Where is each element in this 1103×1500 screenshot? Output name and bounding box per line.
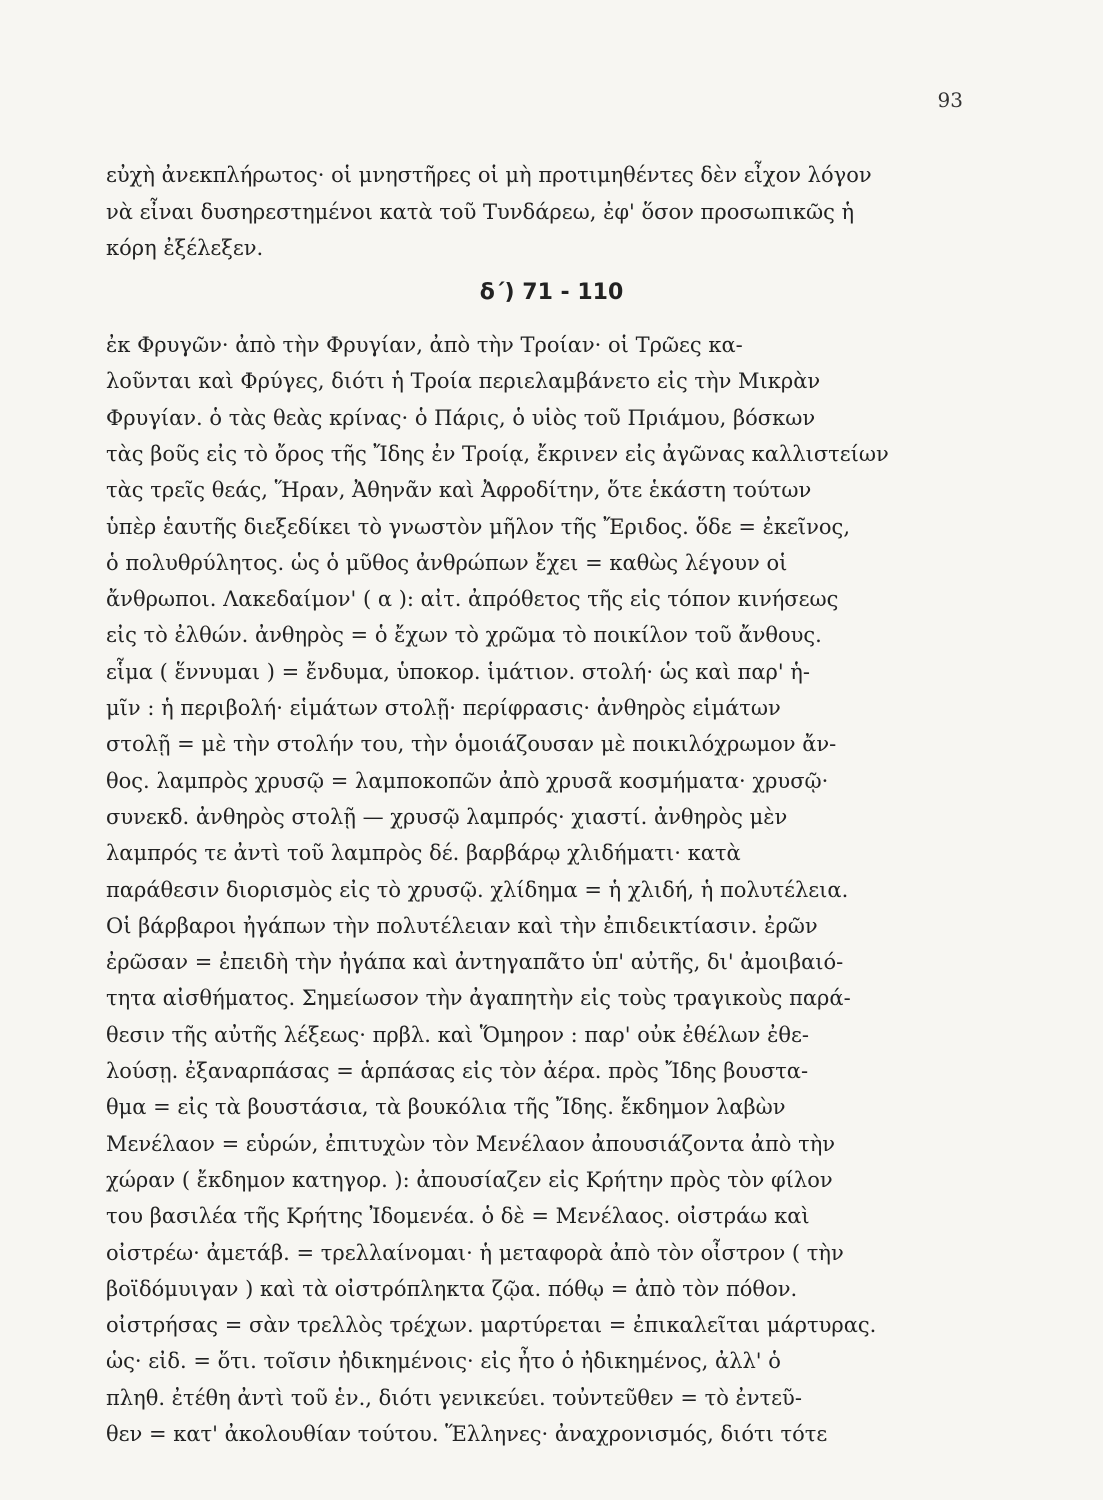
text-line: λοῦνται καὶ Φρύγες, διότι ἡ Τροία περιελαμβάνετο εἰς τὴν Μικρὰν <box>106 369 821 394</box>
text-line: εἰς τὸ ἐλθών. ἀνθηρὸς = ὁ ἔχων τὸ χρῶμα τὸ ποικίλον τοῦ ἄνθους. <box>106 623 822 648</box>
text-line: οἰστρέω· ἀμετάβ. = τρελλαίνομαι· ἡ μεταφορὰ ἀπὸ τὸν οἶστρον ( τὴν <box>106 1240 844 1265</box>
text-line: τὰς βοῦς εἰς τὸ ὄρος τῆς Ἴδης ἐν Τροίᾳ, ἔκρινεν εἰς ἀγῶνας καλλιστείων <box>106 441 889 466</box>
text-line: θεσιν τῆς αὐτῆς λέξεως· πρβλ. καὶ Ὅμηρον : παρ' οὐκ ἐθέλων ἐθε- <box>106 1022 809 1047</box>
text-line: τητα αἰσθήματος. Σημείωσον τὴν ἀγαπητὴν εἰς τοὺς τραγικοὺς παρά- <box>106 986 851 1011</box>
text-line: παράθεσιν διορισμὸς εἰς τὸ χρυσῷ. χλίδημα = ἡ χλιδή, ἡ πολυτέλεια. <box>106 877 849 902</box>
text-line: λαμπρός τε ἀντὶ τοῦ λαμπρὸς δέ. βαρβάρῳ χλιδήματι· κατὰ <box>106 841 741 866</box>
text-line: βοϊδόμυιγαν ) καὶ τὰ οἰστρόπληκτα ζῷα. πόθῳ = ἀπὸ τὸν πόθον. <box>106 1276 798 1301</box>
text-line: στολῇ = μὲ τὴν στολήν του, τὴν ὁμοιάζουσαν μὲ ποικιλόχρωμον ἄν- <box>106 732 837 757</box>
text-line: θος. λαμπρὸς χρυσῷ = λαμποκοπῶν ἀπὸ χρυσᾶ κοσμήματα· χρυσῷ· <box>106 768 829 793</box>
text-line: θεν = κατ' ἀκολουθίαν τούτου. Ἕλληνες· ἀναχρονισμός, διότι τότε <box>106 1422 828 1446</box>
text-line: του βασιλέα τῆς Κρήτης Ἰδομενέα. ὁ δὲ = Μενέλαος. οἰστράω καὶ <box>106 1204 810 1229</box>
section-heading: δ΄) 71 - 110 <box>479 280 624 305</box>
text-line: θμα = εἰς τὰ βουστάσια, τὰ βουκόλια τῆς Ἴδης. ἔκδημον λαβὼν <box>106 1095 786 1120</box>
text-line: συνεκδ. ἀνθηρὸς στολῇ — χρυσῷ λαμπρός· χιαστί. ἀνθηρὸς μὲν <box>106 804 788 829</box>
text-line: οἰστρήσας = σὰν τρελλὸς τρέχων. μαρτύρεται = ἐπικαλεῖται μάρτυρας. <box>106 1313 877 1338</box>
text-line: εἷμα ( ἕννυμαι ) = ἔνδυμα, ὑποκορ. ἱμάτιον. στολή· ὡς καὶ παρ' ἡ- <box>106 659 810 684</box>
text-line: ἄνθρωποι. Λακεδαίμον' ( α ): αἰτ. ἀπρόθετος τῆς εἰς τόπον κινήσεως <box>106 587 839 612</box>
text-line: μῖν : ἡ περιβολή· εἱμάτων στολῇ· περίφρασις· ἀνθηρὸς εἱμάτων <box>106 696 781 720</box>
text-line: ὁ πολυθρύλητος. ὡς ὁ μῦθος ἀνθρώπων ἔχει = καθὼς λέγουν οἱ <box>106 550 788 575</box>
text-line: τὰς τρεῖς θεάς, Ἥραν, Ἀθηνᾶν καὶ Ἀφροδίτην, ὅτε ἑκάστη τούτων <box>106 478 812 503</box>
text-line: ἐρῶσαν = ἐπειδὴ τὴν ἠγάπα καὶ ἀντηγαπᾶτο ὑπ' αὐτῆς, δι' ἀμοιβαιό- <box>106 950 844 975</box>
text-line: Φρυγίαν. ὁ τὰς θεὰς κρίνας· ὁ Πάρις, ὁ υἱὸς τοῦ Πριάμου, βόσκων <box>106 405 816 430</box>
text-line: λούσῃ. ἐξαναρπάσας = ἁρπάσας εἰς τὸν ἀέρα. πρὸς Ἴδης βουστα- <box>106 1059 809 1083</box>
text-line: χώραν ( ἔκδημον κατηγορ. ): ἀπουσίαζεν εἰς Κρήτην πρὸς τὸν φίλον <box>106 1167 833 1192</box>
text-line: ὡς· εἰδ. = ὅτι. τοῖσιν ἠδικημένοις· εἰς ἦτο ὁ ἠδικημένος, ἀλλ' ὁ <box>106 1349 781 1374</box>
text-line: εὐχὴ ἀνεκπλήρωτος· οἱ μνηστῆρες οἱ μὴ προτιμηθέντες δὲν εἶχον λόγον <box>106 163 872 187</box>
text-line: πληθ. ἐτέθη ἀντὶ τοῦ ἑν., διότι γενικεύει. τοὐντεῦθεν = τὸ ἐντεῦ- <box>106 1385 802 1410</box>
text-line: Οἱ βάρβαροι ἠγάπων τὴν πολυτέλειαν καὶ τὴν ἐπιδεικτίασιν. ἐρῶν <box>106 913 818 938</box>
page-number: 93 <box>937 88 963 112</box>
text-line: κόρη ἐξέλεξεν. <box>106 236 264 260</box>
text-line: Μενέλαον = εὑρών, ἐπιτυχὼν τὸν Μενέλαον ἀπουσιάζοντα ἀπὸ τὴν <box>106 1131 836 1156</box>
text-line: νὰ εἶναι δυσηρεστημένοι κατὰ τοῦ Τυνδάρεω, ἐφ' ὅσον προσωπικῶς ἡ <box>106 199 855 224</box>
text-line: ἐκ Φρυγῶν· ἀπὸ τὴν Φρυγίαν, ἀπὸ τὴν Τροίαν· οἱ Τρῶες κα- <box>106 333 743 357</box>
text-line: ὑπὲρ ἑαυτῆς διεξεδίκει τὸ γνωστὸν μῆλον τῆς Ἔριδος. ὅδε = ἐκεῖνος, <box>106 514 850 539</box>
